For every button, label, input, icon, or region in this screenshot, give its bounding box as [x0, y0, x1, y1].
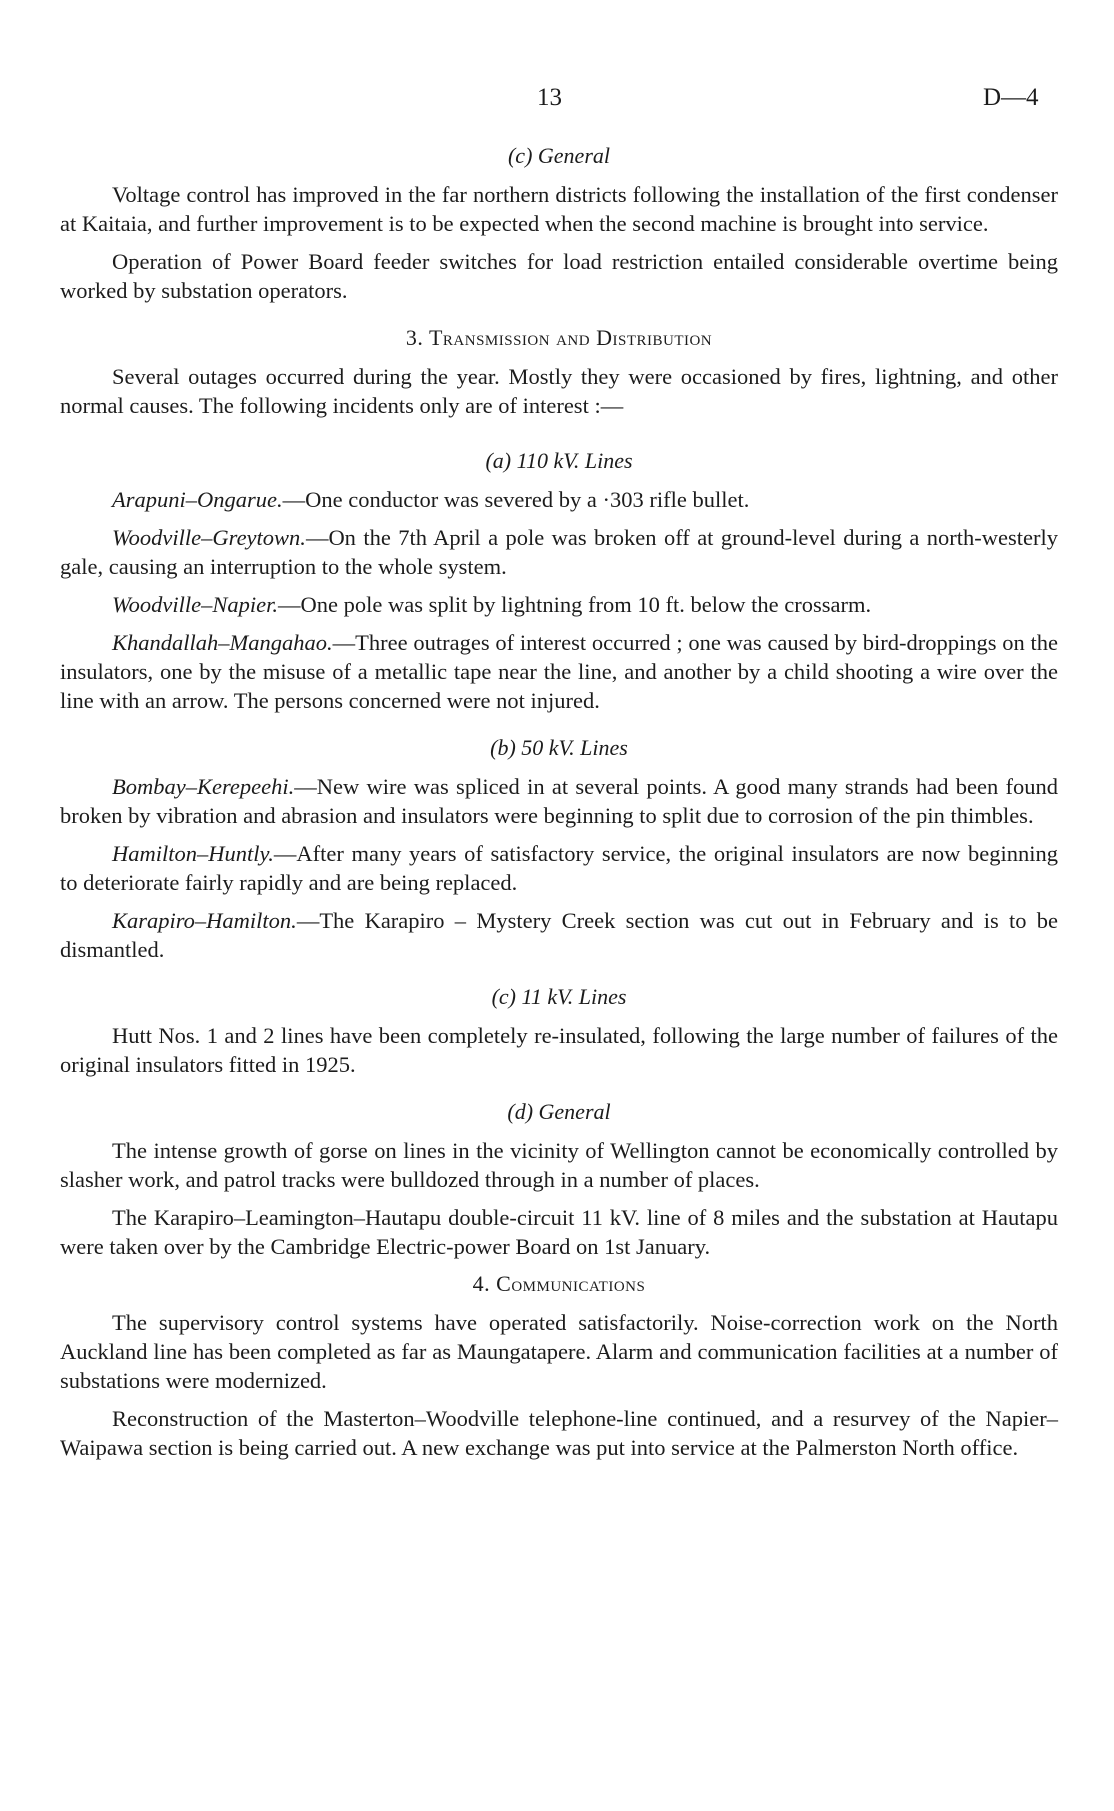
document-reference: D—4: [983, 84, 1039, 111]
line-description: —After many years of satisfactory service, the original insulators are now beginning to deteriorate fairly rapidly and are being replaced.: [60, 841, 1058, 895]
page-content: [60, 142, 1058, 1471]
paragraph: Reconstruction of the Masterton–Woodville telephone-line continued, and a resurvey of the Napier–Waipawa section is being carried out. A new exchange was put into service at the Palmerston North office.: [60, 1406, 1058, 1460]
line-description: —One conductor was severed by a ·303 rifle bullet.: [282, 487, 750, 512]
line-name: Woodville–Greytown.: [112, 525, 306, 550]
subsection-heading-general-d: (d) General: [507, 1099, 611, 1124]
paragraph: Several outages occurred during the year. Mostly they were occasioned by fires, lightning, and other normal causes. The following incidents only are of interest :—: [60, 364, 1058, 418]
section-heading-communications: 4. Communications: [472, 1271, 646, 1296]
paragraph: The Karapiro–Leamington–Hautapu double-circuit 11 kV. line of 8 miles and the substation at Hautapu were taken over by the Cambridge Electric-power Board on 1st January.: [60, 1205, 1058, 1259]
line-entry: [60, 523, 1058, 581]
line-entry: [60, 772, 1058, 830]
line-entry: [60, 906, 1058, 964]
line-entry: [60, 590, 1058, 619]
line-description: —One pole was split by lightning from 10 ft. below the crossarm.: [278, 592, 872, 617]
page-header: [0, 84, 1114, 114]
line-entry: [60, 839, 1058, 897]
section-heading-transmission: 3. Transmission and Distribution: [405, 325, 713, 350]
paragraph: The supervisory control systems have operated satisfactorily. Noise-correction work on the North Auckland line has been completed as far as Maungatapere. Alarm and communication facilities at a number of substations were modernized.: [60, 1310, 1058, 1393]
line-description: —The Karapiro – Mystery Creek section was cut out in February and is to be dismantled.: [60, 908, 1058, 962]
subsection-heading-50kv: (b) 50 kV. Lines: [490, 735, 628, 760]
line-name: Arapuni–Ongarue.: [112, 487, 283, 512]
line-name: Karapiro–Hamilton.: [112, 908, 297, 933]
paragraph: The intense growth of gorse on lines in the vicinity of Wellington cannot be economically controlled by slasher work, and patrol tracks were bulldozed through in a number of places.: [60, 1138, 1058, 1192]
line-entry: [60, 628, 1058, 715]
line-description: —Three outrages of interest occurred ; one was caused by bird-droppings on the insulators, one by the misuse of a metallic tape near the line, and another by a child shooting a wire over the line with an arrow. The persons concerned were not injured.: [60, 630, 1058, 713]
paragraph: Hutt Nos. 1 and 2 lines have been completely re-insulated, following the large number of failures of the original insulators fitted in 1925.: [60, 1023, 1058, 1077]
subsection-heading-110kv: (a) 110 kV. Lines: [485, 448, 633, 473]
page-number: 13: [537, 84, 562, 111]
line-description: —On the 7th April a pole was broken off at ground-level during a north-westerly gale, causing an interruption to the whole system.: [60, 525, 1058, 579]
section-heading-general-c: (c) General: [507, 143, 610, 168]
paragraph: Voltage control has improved in the far northern districts following the installation of the first condenser at Kaitaia, and further improvement is to be expected when the second machine is brought into service.: [60, 182, 1058, 236]
line-name: Bombay–Kerepeehi.: [112, 774, 295, 799]
line-entry: [60, 485, 1058, 514]
subsection-heading-11kv: (c) 11 kV. Lines: [491, 984, 627, 1009]
line-description: —New wire was spliced in at several points. A good many strands had been found broken by vibration and abrasion and insulators were beginning to split due to corrosion of the pin thimbles.: [60, 774, 1058, 828]
line-name: Khandallah–Mangahao.: [112, 630, 333, 655]
line-name: Hamilton–Huntly.: [112, 841, 274, 866]
line-name: Woodville–Napier.: [112, 592, 279, 617]
paragraph: Operation of Power Board feeder switches for load restriction entailed considerable overtime being worked by substation operators.: [60, 249, 1058, 303]
